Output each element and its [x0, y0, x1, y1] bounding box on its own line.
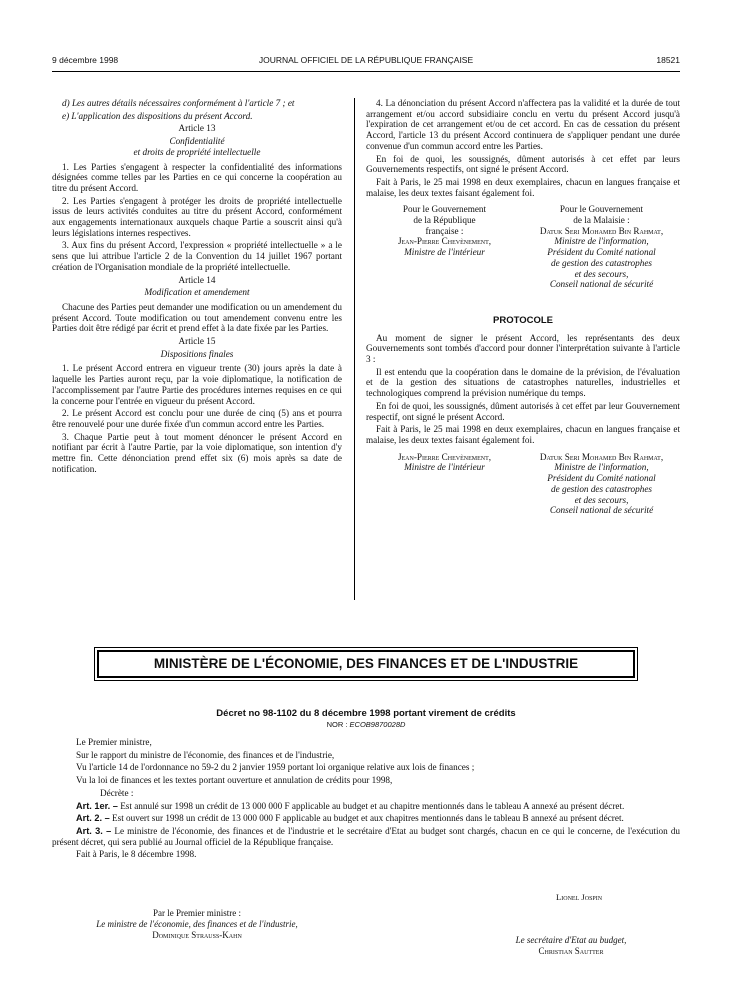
sig-line: Pour le Gouvernement [559, 204, 644, 215]
decree-line: Sur le rapport du ministre de l'économie, des finances et de l'industrie, [76, 749, 335, 760]
signature-malaysia [523, 452, 680, 516]
sig-title: et des secours, [574, 494, 629, 505]
article-3-label: Art. 3. – [76, 825, 112, 836]
page-header [52, 55, 680, 69]
header-rule [52, 71, 680, 72]
article-15-heading: Article 15 [178, 336, 216, 347]
paragraph: 2. Le présent Accord est conclu pour une durée de cinq (5) ans et pourra être renouvelé pour une durée fixée d'un commun accord entre les Parties. [52, 408, 342, 429]
sig-title: et des secours, [574, 268, 629, 279]
paragraph: 3. Aux fins du présent Accord, l'expression « propriété intellectuelle » a le sens que lui attribue l'article 2 de la Convention du 14 juillet 1967 portant création de l'Organisation mondiale de la propriété intellectuelle. [52, 240, 342, 272]
nor-label: NOR : [326, 720, 348, 729]
countersign-line: Par le Premier ministre : [153, 908, 241, 918]
decree-line: Vu la loi de finances et les textes portant ouverture et annulation de crédits pour 1998, [76, 775, 393, 786]
article-2-text: Est ouvert sur 1998 un crédit de 13 000 000 F applicable au budget et aux chapitres mentionnés dans le tableau B annexé au présent décret. [112, 813, 624, 824]
article-15-subtitle: Dispositions finales [160, 348, 234, 359]
article-1-label: Art. 1er. – [76, 800, 118, 811]
sig-name: Datuk Seri Mohamed Bin Rahmat, [539, 451, 664, 462]
sig-title: Conseil national de sécurité [549, 505, 654, 516]
decree-body [52, 737, 680, 862]
signature-block [366, 204, 680, 290]
paragraph: 1. Le présent Accord entrera en vigueur trente (30) jours après la date à laquelle les Parties auront reçu, par la voie diplomatique, la notification de l'accomplissement par l'autre Partie des procédures internes requises en ce qui la concerne pour l'entrée en vigueur du présent Accord. [52, 363, 342, 406]
decree-nor [52, 720, 680, 729]
article-14-subtitle: Modification et amendement [144, 287, 250, 298]
article-1 [52, 801, 680, 812]
paragraph: Chacune des Parties peut demander une modification ou un amendement du présent Accord. Toute modification ou tout amendement convenu entre les Parties doit être rédigé par écrit et prend effet à la date fixée par les Parties. [52, 301, 342, 334]
article-13-subtitle-line1: Confidentialité [169, 136, 225, 147]
paragraph: 2. Les Parties s'engagent à protéger les droits de propriété intellectuelle issus de leurs activités conduites au titre du présent Accord, conformément aux engagements internationaux auxquels chaque Partie a souscrit ainsi qu'à leurs législations internes respectives. [52, 195, 342, 238]
paragraph: 3. Chaque Partie peut à tout moment dénoncer le présent Accord en notifiant par écrit à l'autre Partie, par la voie diplomatique, son intention d'y mettre fin. Cette dénonciation prend effet six (6) mois après sa date de notification. [52, 431, 342, 474]
signature-malaysia [523, 204, 680, 290]
countersign-name: Christian Sautter [538, 946, 604, 956]
signature-france [366, 452, 523, 516]
article-3-text: Le ministre de l'économie, des finances et de l'industrie et le secrétaire d'Etat au budget sont chargés, chacun en ce qui le concerne, de l'exécution du présent décret, qui sera publié au Journal officiel de la République française. [52, 825, 681, 847]
countersign-name: Dominique Strauss-Kahn [152, 930, 242, 940]
ministry-banner: MINISTÈRE DE L'ÉCONOMIE, DES FINANCES ET DE L'INDUSTRIE [97, 650, 635, 678]
sig-title: Président du Comité national [547, 247, 656, 258]
left-column [52, 98, 342, 477]
right-column [366, 98, 680, 520]
article-14-heading: Article 14 [178, 274, 216, 285]
article-13-heading: Article 13 [178, 123, 216, 134]
signature-france [366, 204, 523, 290]
nor-code: ECOB9870028D [349, 720, 406, 729]
header-page-number: 18521 [656, 55, 680, 65]
article-2-label: Art. 2. – [76, 813, 110, 824]
paragraph: Fait à Paris, le 25 mai 1998 en deux exemplaires, chacun en langues française et malaise, les deux textes faisant également foi. [366, 176, 680, 198]
sig-title: de gestion des catastrophes [551, 483, 652, 494]
countersign-title: Le secrétaire d'Etat au budget, [515, 935, 627, 945]
column-divider [354, 98, 355, 600]
article-13-subtitle [52, 136, 342, 157]
signatory-prime-minister: Lionel Jospin [556, 892, 603, 902]
paragraph: En foi de quoi, les soussignés, dûment autorisés à cet effet par leur Gouvernement respectif, ont signé le présent Accord. [366, 400, 680, 422]
article-2 [52, 813, 680, 824]
sig-name: Jean-Pierre Chevènement, [397, 236, 492, 247]
decree-line: Le Premier ministre, [76, 737, 152, 747]
signature-block-protocole [366, 452, 680, 516]
countersign-title: Le ministre de l'économie, des finances et de l'industrie, [96, 919, 298, 929]
paragraph: 4. La dénonciation du présent Accord n'affectera pas la validité et la durée de tout arrangement et/ou accord subsidiaire conclu en vertu du présent Accord jusqu'à l'expiration de cet arrangement et/ou de cet accord. En cas de cessation du présent Accord, l'article 13 du présent Accord continuera de s'appliquer pendant une durée convenue d'un commun accord entre les Parties. [366, 98, 680, 151]
protocole-heading: PROTOCOLE [493, 314, 553, 326]
sig-line: Pour le Gouvernement [402, 204, 487, 215]
sig-title: Ministre de l'intérieur [404, 462, 485, 473]
sig-title: de gestion des catastrophes [551, 257, 652, 268]
paragraph: En foi de quoi, les soussignés, dûment autorisés à cet effet par leurs Gouvernements respectifs, ont signé le présent Accord. [366, 153, 680, 175]
sig-title: Ministre de l'intérieur [404, 247, 485, 258]
item-d: d) Les autres détails nécessaires conformément à l'article 7 ; et [62, 98, 295, 108]
sig-name: Datuk Seri Mohamed Bin Rahmat, [539, 225, 664, 236]
sig-title: Ministre de l'information, [554, 462, 649, 473]
paragraph: Il est entendu que la coopération dans le domaine de la prévision, de l'évaluation et de la gestion des situations de catastrophes naturelles, industrielles et technologiques comprend la prévision numérique du temps. [366, 366, 680, 399]
sig-name: Jean-Pierre Chevènement, [397, 451, 492, 462]
sig-line: de la République [413, 215, 476, 226]
decree-line: Vu l'article 14 de l'ordonnance no 59-2 du 2 janvier 1959 portant loi organique relative aux lois de finances ; [76, 762, 475, 773]
paragraph: Au moment de signer le présent Accord, les représentants des deux Gouvernements sont tombés d'accord pour donner l'interprétation suivante à l'article 3 : [366, 332, 680, 365]
decrete-line: Décrète : [100, 787, 134, 798]
countersign-minister [52, 908, 342, 941]
sig-title: Conseil national de sécurité [549, 279, 654, 290]
countersign-secretary [486, 935, 656, 957]
sig-title: Ministre de l'information, [554, 236, 649, 247]
item-e: e) L'application des dispositions du présent Accord. [62, 110, 253, 121]
article-1-text: Est annulé sur 1998 un crédit de 13 000 000 F applicable au budget et au chapitre mentionnés dans le tableau A annexé au présent décret. [120, 800, 625, 811]
sig-line: française : [425, 225, 464, 236]
article-13-subtitle-line2: et droits de propriété intellectuelle [133, 146, 261, 157]
decree-title: Décret no 98-1102 du 8 décembre 1998 portant virement de crédits [216, 708, 516, 719]
decree-fait: Fait à Paris, le 8 décembre 1998. [76, 849, 197, 860]
paragraph: 1. Les Parties s'engagent à respecter la confidentialité des informations désignées comme telles par les Parties en ce qui concerne la coopération au titre du présent Accord. [52, 161, 342, 193]
header-title: JOURNAL OFFICIEL DE LA RÉPUBLIQUE FRANÇAISE [258, 55, 474, 65]
sig-title: Président du Comité national [547, 473, 656, 484]
header-date: 9 décembre 1998 [52, 55, 119, 65]
sig-line: de la Malaisie : [573, 215, 630, 226]
paragraph: Fait à Paris, le 25 mai 1998 en deux exemplaires, chacun en langues française et malaise, les deux textes faisant également foi. [366, 424, 680, 445]
article-3 [52, 826, 680, 847]
